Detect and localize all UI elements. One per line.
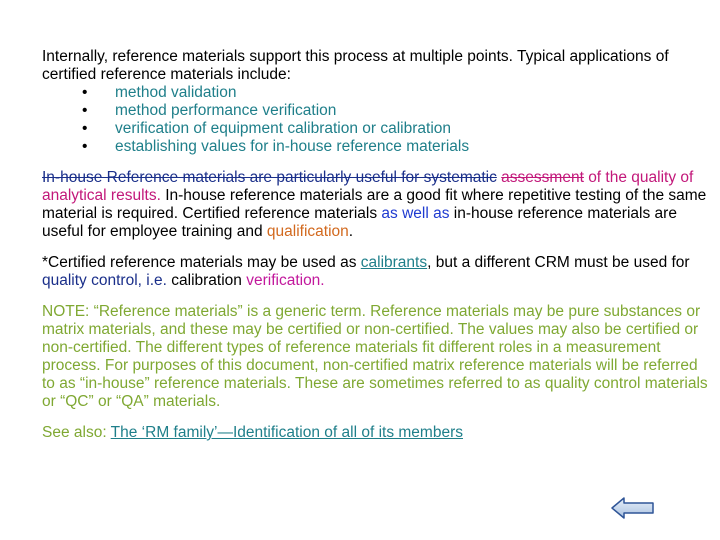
bullet-icon: • — [82, 138, 88, 155]
bullet-icon: • — [82, 84, 88, 101]
calibrants-paragraph: *Certified reference materials may be used as calibrants, but a different CRM must be used for quality control, i.e. calibration verification. — [42, 254, 690, 289]
back-button[interactable] — [611, 497, 655, 519]
rm-family-link[interactable]: The ‘RM family’—Identification of all of its members — [110, 424, 463, 441]
inhouse-paragraph: In-house Reference materials are particularly useful for systematic assessment of the quality of analytical results. In-house reference materials are a good fit where repetitive testing of the same material is required. Certified reference materials as well as in-house reference materials are useful for employee training and qualification. — [42, 169, 707, 240]
bullet-icon: • — [82, 120, 88, 137]
slide-content — [42, 48, 714, 442]
applications-list — [42, 84, 714, 156]
intro-text: Internally, reference materials support this process at multiple points. Typical applications of certified reference materials include: — [42, 48, 669, 83]
note-paragraph: NOTE: “Reference materials” is a generic term. Reference materials may be pure substances or matrix materials, and these may be certified or non-certified. The values may also be certified or non-certified. The different types of reference materials fit different roles in a measurement process. For purposes of this document, non-certified matrix reference materials will be referred to as “in-house” reference materials. These are sometimes referred to as quality control materials or “QC” or “QA” materials. — [42, 303, 708, 410]
list-item[interactable]: • method validation — [82, 84, 237, 101]
list-item[interactable]: • method performance verification — [82, 102, 337, 119]
bullet-icon: • — [82, 102, 88, 119]
list-item[interactable]: • establishing values for in-house reference materials — [82, 138, 470, 155]
see-also: See also: The ‘RM family’—Identification of all of its members — [42, 424, 463, 441]
left-arrow-icon — [611, 497, 655, 519]
list-item[interactable]: • verification of equipment calibration or calibration — [82, 120, 452, 137]
calibrants-link[interactable]: calibrants — [360, 254, 428, 271]
